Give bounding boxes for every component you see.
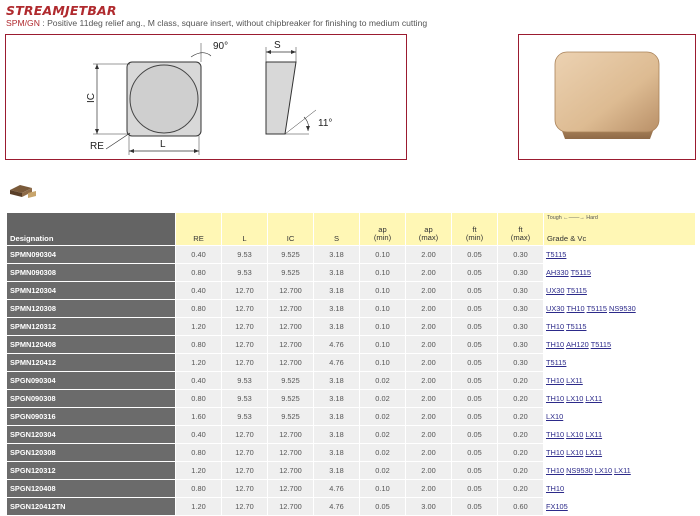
- cell-s: 4.76: [314, 336, 360, 354]
- cell-ap-max: 2.00: [406, 282, 452, 300]
- cell-designation: SPGN120308: [7, 444, 176, 462]
- cell-re: 0.40: [176, 282, 222, 300]
- cell-ap-min: 0.05: [360, 498, 406, 516]
- col-header-ic: IC: [268, 213, 314, 246]
- cell-re: 1.20: [176, 354, 222, 372]
- table-row: [7, 480, 696, 498]
- cell-ap-max: 2.00: [406, 426, 452, 444]
- cell-grades: [544, 426, 696, 444]
- grade-link[interactable]: T5115: [546, 250, 567, 259]
- cell-ap-min: 0.02: [360, 462, 406, 480]
- insert-drawing-panel: [5, 34, 407, 160]
- specification-table: [6, 212, 696, 516]
- cell-ft-min: 0.05: [452, 336, 498, 354]
- cell-ic: 9.525: [268, 408, 314, 426]
- grade-link[interactable]: T5115: [590, 340, 612, 349]
- grade-link[interactable]: LX10: [546, 412, 564, 421]
- cell-l: 12.70: [222, 480, 268, 498]
- grade-link[interactable]: AH330: [546, 268, 569, 277]
- cell-l: 12.70: [222, 282, 268, 300]
- cell-ft-max: 0.30: [498, 318, 544, 336]
- cell-grades: [544, 264, 696, 282]
- cell-ap-max: 2.00: [406, 480, 452, 498]
- col-header-re: RE: [176, 213, 222, 246]
- cell-ft-min: 0.05: [452, 498, 498, 516]
- insert-dimension-drawing: [6, 35, 406, 159]
- cell-ic: 9.525: [268, 264, 314, 282]
- cell-l: 9.53: [222, 408, 268, 426]
- grade-link[interactable]: T5115: [586, 304, 607, 313]
- grade-link[interactable]: T5115: [546, 358, 567, 367]
- grade-link[interactable]: LX11: [566, 376, 583, 385]
- cell-s: 4.76: [314, 498, 360, 516]
- cell-ft-min: 0.05: [452, 354, 498, 372]
- cell-ap-max: 2.00: [406, 264, 452, 282]
- cell-ft-min: 0.05: [452, 318, 498, 336]
- grade-link[interactable]: LX10: [594, 466, 613, 475]
- series-code: SPM/GN: [6, 18, 40, 28]
- grade-link[interactable]: UX30: [546, 286, 565, 295]
- cell-s: 3.18: [314, 444, 360, 462]
- cell-l: 12.70: [222, 354, 268, 372]
- table-row: [7, 498, 696, 516]
- cell-ap-min: 0.10: [360, 318, 406, 336]
- grade-link[interactable]: TH10: [546, 376, 565, 385]
- grade-link[interactable]: LX11: [585, 430, 603, 439]
- cell-l: 9.53: [222, 264, 268, 282]
- cell-ap-min: 0.02: [360, 444, 406, 462]
- cell-grades: [544, 498, 696, 516]
- cell-ft-max: 0.20: [498, 426, 544, 444]
- cell-ft-max: 0.30: [498, 300, 544, 318]
- col-header-s: S: [314, 213, 360, 246]
- cell-l: 12.70: [222, 426, 268, 444]
- grade-link[interactable]: FX105: [546, 502, 568, 511]
- cell-ft-max: 0.30: [498, 336, 544, 354]
- grade-link[interactable]: TH10: [546, 430, 565, 439]
- grade-link[interactable]: TH10: [546, 484, 565, 493]
- cell-grades: [544, 444, 696, 462]
- cell-designation: SPGN120412TN: [7, 498, 176, 516]
- col-header-grade: Tough ←——→ Hard Grade & Vc: [544, 213, 696, 246]
- cell-ic: 12.700: [268, 354, 314, 372]
- table-row: [7, 336, 696, 354]
- table-row: [7, 246, 696, 264]
- cell-re: 1.20: [176, 318, 222, 336]
- cell-l: 9.53: [222, 246, 268, 264]
- cell-ap-min: 0.10: [360, 282, 406, 300]
- table-row: [7, 426, 696, 444]
- cell-ap-min: 0.10: [360, 264, 406, 282]
- grade-link[interactable]: TH10: [546, 340, 565, 349]
- l-label: L: [160, 139, 166, 150]
- grade-link[interactable]: TH10: [546, 448, 565, 457]
- cell-re: 0.40: [176, 426, 222, 444]
- cell-ft-min: 0.05: [452, 264, 498, 282]
- grade-link[interactable]: NS9530: [609, 304, 636, 313]
- cell-ap-max: 2.00: [406, 246, 452, 264]
- grade-link[interactable]: NS9530: [566, 466, 593, 475]
- cell-re: 0.80: [176, 264, 222, 282]
- cell-ft-min: 0.05: [452, 372, 498, 390]
- cell-l: 9.53: [222, 372, 268, 390]
- cell-designation: SPGN120408: [7, 480, 176, 498]
- cell-s: 3.18: [314, 300, 360, 318]
- col-header-ap-min: ap (min): [360, 213, 406, 246]
- cell-designation: SPGN090316: [7, 408, 176, 426]
- cell-re: 0.40: [176, 246, 222, 264]
- cell-ft-min: 0.05: [452, 462, 498, 480]
- cell-ft-max: 0.30: [498, 246, 544, 264]
- cell-ic: 9.525: [268, 246, 314, 264]
- cell-ic: 12.700: [268, 318, 314, 336]
- cell-ic: 12.700: [268, 426, 314, 444]
- table-row: [7, 264, 696, 282]
- insert-side-view: [266, 62, 296, 134]
- cell-s: 3.18: [314, 390, 360, 408]
- cell-s: 3.18: [314, 282, 360, 300]
- col-header-ft-min: ft (min): [452, 213, 498, 246]
- cell-grades: [544, 282, 696, 300]
- cell-s: 3.18: [314, 462, 360, 480]
- grade-link[interactable]: T5115: [566, 322, 587, 331]
- cell-ap-min: 0.02: [360, 408, 406, 426]
- cell-ft-min: 0.05: [452, 282, 498, 300]
- cell-l: 9.53: [222, 390, 268, 408]
- cell-re: 0.80: [176, 300, 222, 318]
- cell-ic: 9.525: [268, 390, 314, 408]
- grade-link[interactable]: TH10: [546, 322, 565, 331]
- cell-s: 3.18: [314, 264, 360, 282]
- cell-re: 1.20: [176, 498, 222, 516]
- col-header-ft-max: ft (max): [498, 213, 544, 246]
- col-header-designation: Designation: [7, 213, 176, 246]
- cell-ft-min: 0.05: [452, 408, 498, 426]
- insert-photo: [519, 35, 695, 159]
- table-row: [7, 444, 696, 462]
- grade-link[interactable]: LX10: [566, 448, 584, 457]
- cell-s: 3.18: [314, 426, 360, 444]
- cell-ap-max: 2.00: [406, 354, 452, 372]
- cell-ft-max: 0.20: [498, 480, 544, 498]
- series-description: : Positive 11deg relief ang., M class, square insert, without chipbreaker for finishing to medium cutting: [39, 18, 428, 28]
- cell-ft-max: 0.20: [498, 390, 544, 408]
- grade-link[interactable]: TH10: [566, 304, 585, 313]
- table-row: [7, 318, 696, 336]
- cell-s: 3.18: [314, 318, 360, 336]
- cell-ap-max: 2.00: [406, 408, 452, 426]
- cell-s: 3.18: [314, 372, 360, 390]
- cell-re: 1.60: [176, 408, 222, 426]
- cell-ic: 12.700: [268, 498, 314, 516]
- insert-thumbnail-icon: [8, 181, 38, 201]
- insert-photo-panel: [518, 34, 696, 160]
- cell-designation: SPMN120312: [7, 318, 176, 336]
- cell-ap-max: 2.00: [406, 372, 452, 390]
- cell-designation: SPMN120412: [7, 354, 176, 372]
- cell-ft-max: 0.30: [498, 264, 544, 282]
- cell-grades: [544, 408, 696, 426]
- grade-link[interactable]: TH10: [546, 394, 565, 403]
- cell-l: 12.70: [222, 462, 268, 480]
- grade-link[interactable]: LX11: [585, 448, 603, 457]
- cell-ap-max: 2.00: [406, 336, 452, 354]
- cell-ap-min: 0.02: [360, 372, 406, 390]
- cell-designation: SPGN120312: [7, 462, 176, 480]
- cell-grades: [544, 372, 696, 390]
- tough-hard-scale: Tough ←——→ Hard: [547, 215, 598, 221]
- re-label: RE: [90, 141, 104, 152]
- cell-designation: SPMN090308: [7, 264, 176, 282]
- cell-ic: 9.525: [268, 372, 314, 390]
- table-row: [7, 300, 696, 318]
- cell-grades: [544, 354, 696, 372]
- grade-link[interactable]: LX10: [566, 430, 584, 439]
- cell-grades: [544, 246, 696, 264]
- cell-l: 12.70: [222, 336, 268, 354]
- cell-re: 0.80: [176, 390, 222, 408]
- page-subtitle: [6, 18, 427, 28]
- cell-ft-max: 0.20: [498, 408, 544, 426]
- cell-l: 12.70: [222, 444, 268, 462]
- cell-ft-max: 0.60: [498, 498, 544, 516]
- grade-link[interactable]: TH10: [546, 466, 565, 475]
- cell-ft-max: 0.20: [498, 444, 544, 462]
- cell-re: 0.80: [176, 444, 222, 462]
- grade-link[interactable]: UX30: [546, 304, 565, 313]
- cell-s: 3.18: [314, 246, 360, 264]
- cell-l: 12.70: [222, 318, 268, 336]
- cell-re: 0.40: [176, 372, 222, 390]
- cell-s: 3.18: [314, 408, 360, 426]
- cell-ap-min: 0.02: [360, 426, 406, 444]
- cell-l: 12.70: [222, 300, 268, 318]
- cell-ft-min: 0.05: [452, 444, 498, 462]
- s-label: S: [274, 40, 281, 51]
- col-header-l: L: [222, 213, 268, 246]
- cell-ap-max: 2.00: [406, 462, 452, 480]
- table-row: [7, 390, 696, 408]
- cell-grades: [544, 336, 696, 354]
- grade-link[interactable]: T5115: [570, 268, 592, 277]
- cell-ic: 12.700: [268, 336, 314, 354]
- cell-grades: [544, 390, 696, 408]
- brand-logo: STREAMJETBAR: [6, 3, 117, 18]
- grade-link[interactable]: LX10: [566, 394, 584, 403]
- cell-ap-max: 2.00: [406, 444, 452, 462]
- cell-ic: 12.700: [268, 300, 314, 318]
- inscribed-circle: [130, 65, 198, 133]
- cell-designation: SPMN090304: [7, 246, 176, 264]
- angle-90-label: 90°: [213, 41, 229, 52]
- cell-ic: 12.700: [268, 480, 314, 498]
- angle-11-label: 11°: [318, 118, 333, 129]
- cell-re: 1.20: [176, 462, 222, 480]
- cell-ic: 12.700: [268, 462, 314, 480]
- cell-re: 0.80: [176, 336, 222, 354]
- cell-ic: 12.700: [268, 444, 314, 462]
- cell-ft-max: 0.30: [498, 354, 544, 372]
- cell-s: 4.76: [314, 480, 360, 498]
- cell-ft-min: 0.05: [452, 426, 498, 444]
- cell-ap-min: 0.10: [360, 336, 406, 354]
- ic-label: IC: [86, 93, 97, 103]
- cell-re: 0.80: [176, 480, 222, 498]
- cell-ft-min: 0.05: [452, 246, 498, 264]
- cell-ft-max: 0.30: [498, 282, 544, 300]
- col-header-ap-max: ap (max): [406, 213, 452, 246]
- cell-grades: [544, 300, 696, 318]
- cell-designation: SPGN090308: [7, 390, 176, 408]
- cell-designation: SPMN120408: [7, 336, 176, 354]
- cell-designation: SPMN120304: [7, 282, 176, 300]
- table-row: [7, 282, 696, 300]
- table-row: [7, 462, 696, 480]
- cell-ft-min: 0.05: [452, 300, 498, 318]
- table-row: [7, 372, 696, 390]
- table-header-row: [7, 213, 696, 246]
- table-row: [7, 354, 696, 372]
- cell-ft-min: 0.05: [452, 390, 498, 408]
- grade-link[interactable]: LX11: [614, 466, 631, 475]
- cell-ap-max: 2.00: [406, 318, 452, 336]
- cell-designation: SPGN120304: [7, 426, 176, 444]
- cell-ap-max: 2.00: [406, 300, 452, 318]
- cell-ap-min: 0.10: [360, 354, 406, 372]
- cell-grades: [544, 462, 696, 480]
- cell-ap-min: 0.02: [360, 390, 406, 408]
- cell-designation: SPGN090304: [7, 372, 176, 390]
- cell-grades: [544, 318, 696, 336]
- grade-link[interactable]: T5115: [566, 286, 587, 295]
- cell-ft-min: 0.05: [452, 480, 498, 498]
- table-row: [7, 408, 696, 426]
- cell-l: 12.70: [222, 498, 268, 516]
- cell-ap-min: 0.10: [360, 480, 406, 498]
- cell-ft-max: 0.20: [498, 462, 544, 480]
- cell-ap-min: 0.10: [360, 300, 406, 318]
- cell-ft-max: 0.20: [498, 372, 544, 390]
- grade-link[interactable]: LX11: [585, 394, 603, 403]
- cell-ap-min: 0.10: [360, 246, 406, 264]
- cell-ap-max: 3.00: [406, 498, 452, 516]
- cell-designation: SPMN120308: [7, 300, 176, 318]
- cell-s: 4.76: [314, 354, 360, 372]
- cell-ap-max: 2.00: [406, 390, 452, 408]
- grade-link[interactable]: AH120: [566, 340, 589, 349]
- cell-ic: 12.700: [268, 282, 314, 300]
- cell-grades: [544, 480, 696, 498]
